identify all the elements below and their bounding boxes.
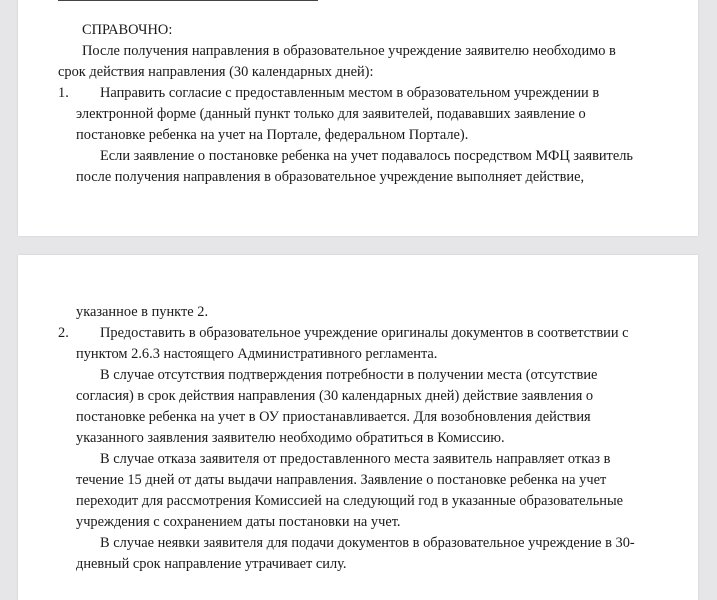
item-text-line: постановке ребенка на учет на Портале, федеральном Портале). [76, 127, 469, 143]
item-text-line: Направить согласие с предоставленным местом в образовательном учреждении в [100, 85, 600, 101]
item-text-line: пунктом 2.6.3 настоящего Административного регламента. [76, 346, 438, 362]
item-text-line: учреждения с сохранением даты постановки на учет. [76, 514, 401, 530]
continuation-line: указанное в пункте 2. [76, 304, 209, 320]
item-text-line: В случае отсутствия подтверждения потребности в получении места (отсутствие [100, 367, 598, 383]
item-text-line: Если заявление о постановке ребенка на учет подавалось посредством МФЦ заявитель [100, 148, 633, 164]
item-number: 1. [58, 85, 69, 101]
item-text-line: электронной форме (данный пункт только для заявителей, подававших заявление о [76, 106, 586, 122]
top-rule [58, 0, 318, 1]
item-text-line: Предоставить в образовательное учреждение оригиналы документов в соответствии с [100, 325, 629, 341]
document-page-2 [18, 255, 698, 600]
item-text-line: В случае отказа заявителя от предоставленного места заявитель направляет отказ в [100, 451, 611, 467]
intro-line: срок действия направления (30 календарных дней): [58, 64, 374, 80]
item-text-line: после получения направления в образовательное учреждение выполняет действие, [76, 169, 585, 185]
heading: СПРАВОЧНО: [82, 22, 173, 38]
intro-line: После получения направления в образовательное учреждение заявителю необходимо в [82, 43, 616, 59]
item-text-line: В случае неявки заявителя для подачи документов в образовательное учреждение в 30- [100, 535, 635, 551]
document-page-1 [18, 0, 698, 236]
item-number: 2. [58, 325, 69, 341]
item-text-line: постановке ребенка на учет в ОУ приостанавливается. Для возобновления действия [76, 409, 591, 425]
item-text-line: переходит для рассмотрения Комиссией на следующий год в указанные образовательные [76, 493, 624, 509]
item-text-line: дневный срок направление утрачивает силу. [76, 556, 347, 572]
item-text-line: согласия) в срок действия направления (30 календарных дней) действие заявления о [76, 388, 594, 404]
item-text-line: указанного заявления заявителю необходимо обратиться в Комиссию. [76, 430, 505, 446]
item-text-line: течение 15 дней от даты выдачи направления. Заявление о постановке ребенка на учет [76, 472, 607, 488]
